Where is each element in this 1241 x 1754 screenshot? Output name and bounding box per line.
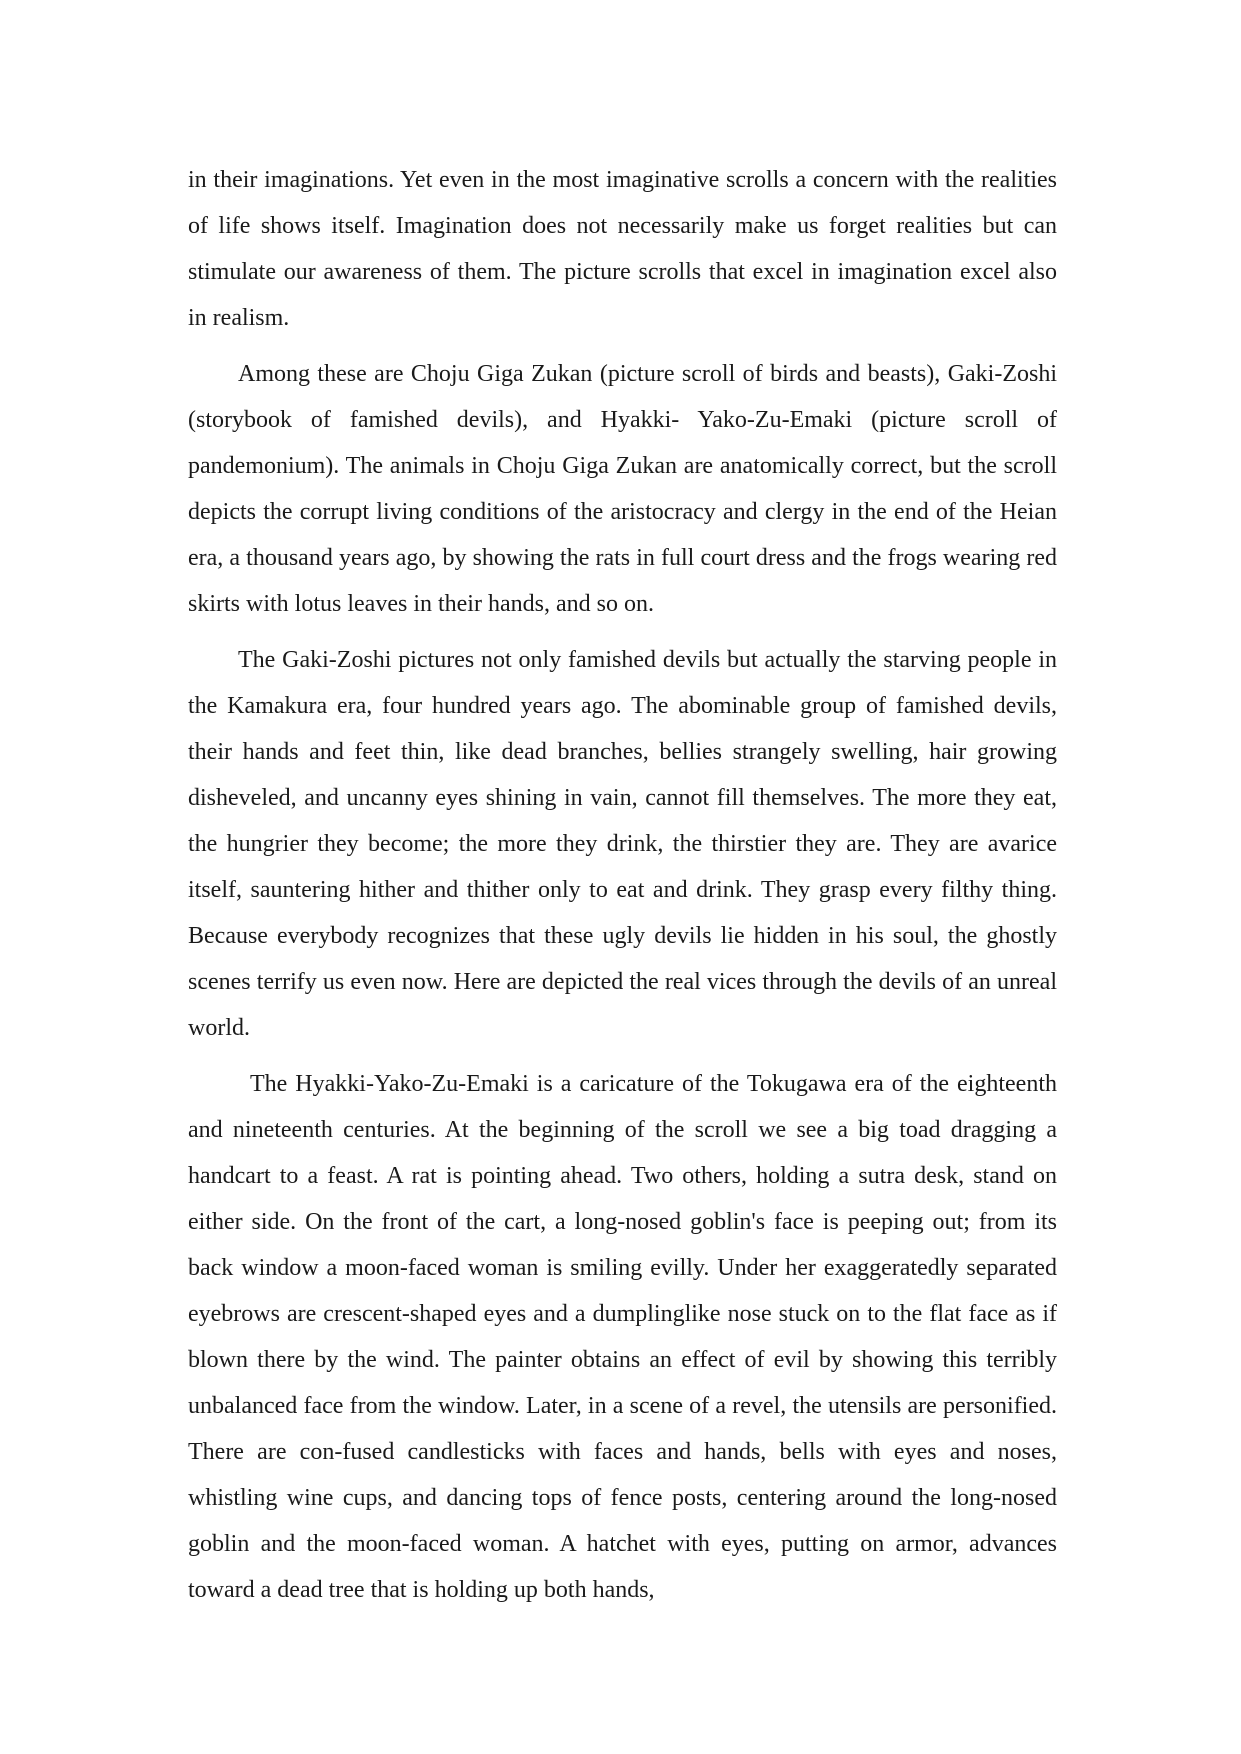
body-text	[188, 157, 1057, 1613]
paragraph-1: in their imaginations. Yet even in the most imaginative scrolls a concern with the realities of life shows itself. Imagination does not necessarily make us forget realities but can stimulate our awareness of them. The picture scrolls that excel in imagination excel also in realism.	[188, 167, 1057, 331]
paragraph-3: The Gaki-Zoshi pictures not only famished devils but actually the starving people in the Kamakura era, four hundred years ago. The abominable group of famished devils, their hands and feet thin, like dead branches, bellies strangely swelling, hair growing disheveled, and uncanny eyes shining in vain, cannot fill themselves. The more they eat, the hungrier they become; the more they drink, the thirstier they are. They are avarice itself, sauntering hither and thither only to eat and drink. They grasp every filthy thing. Because everybody recognizes that these ugly devils lie hidden in his soul, the ghostly scenes terrify us even now. Here are depicted the real vices through the devils of an unreal world.	[188, 647, 1057, 1041]
paragraph-2: Among these are Choju Giga Zukan (picture scroll of birds and beasts), Gaki-Zoshi (storybook of famished devils), and Hyakki- Yako-Zu-Emaki (picture scroll of pandemonium). The animals in Choju Giga Zukan are anatomically correct, but the scroll depicts the corrupt living conditions of the aristocracy and clergy in the end of the Heian era, a thousand years ago, by showing the rats in full court dress and the frogs wearing red skirts with lotus leaves in their hands, and so on.	[188, 361, 1057, 617]
paragraph-4: The Hyakki-Yako-Zu-Emaki is a caricature of the Tokugawa era of the eighteenth and nineteenth centuries. At the beginning of the scroll we see a big toad dragging a handcart to a feast. A rat is pointing ahead. Two others, holding a sutra desk, stand on either side. On the front of the cart, a long-nosed goblin's face is peeping out; from its back window a moon-faced woman is smiling evilly. Under her exaggeratedly separated eyebrows are crescent-shaped eyes and a dumplinglike nose stuck on to the flat face as if blown there by the wind. The painter obtains an effect of evil by showing this terribly unbalanced face from the window. Later, in a scene of a revel, the utensils are personified. There are con-fused candlesticks with faces and hands, bells with eyes and noses, whistling wine cups, and dancing tops of fence posts, centering around the long-nosed goblin and the moon-faced woman. A hatchet with eyes, putting on armor, advances toward a dead tree that is holding up both hands,	[188, 1071, 1057, 1603]
